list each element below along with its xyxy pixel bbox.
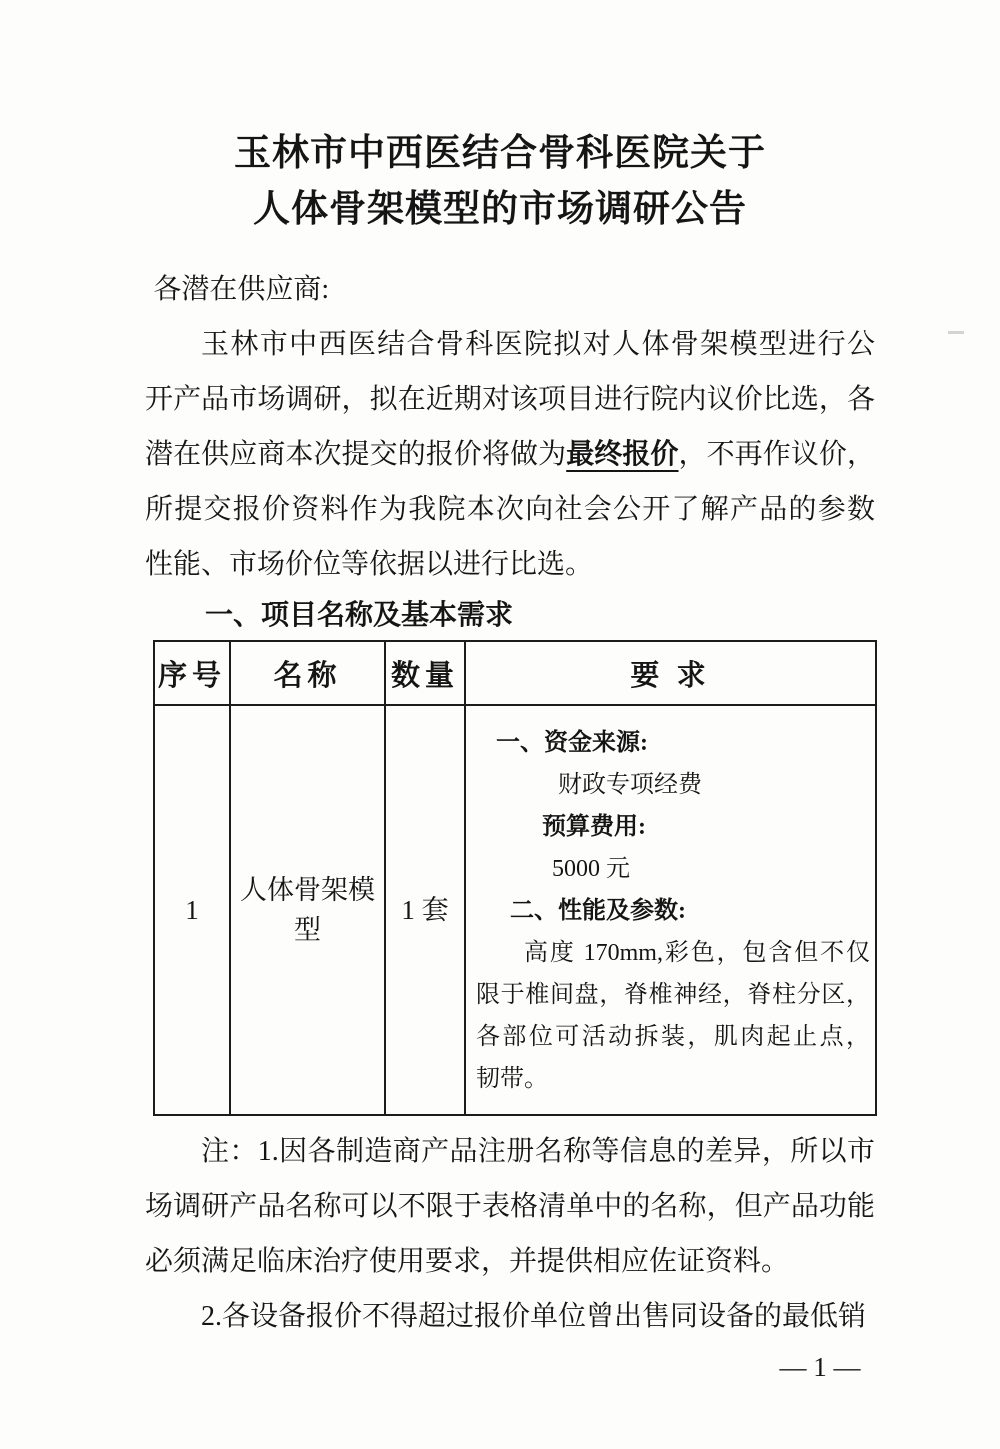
intro-line-4: 所提交报价资料作为我院本次向社会公开了解产品的参数 bbox=[145, 494, 875, 525]
intro-line-3-post: ，不再作议价， bbox=[678, 439, 875, 470]
document-body bbox=[145, 262, 875, 1344]
scan-artifact bbox=[948, 331, 964, 334]
req-spec-line-4: 韧带。 bbox=[476, 1066, 548, 1092]
col-header-seq: 序号 bbox=[154, 641, 230, 705]
col-header-name: 名称 bbox=[230, 641, 385, 705]
intro-line-1: 玉林市中西医结合骨科医院拟对人体骨架模型进行公 bbox=[201, 329, 875, 360]
page-number: — 1 — bbox=[779, 1352, 861, 1382]
req-spec-line-2: 限于椎间盘，脊椎神经，脊柱分区， bbox=[476, 982, 870, 1008]
col-header-req: 要 求 bbox=[465, 641, 876, 705]
cell-seq: 1 bbox=[154, 705, 230, 1115]
req-spec-line-3: 各部位可活动拆装，肌肉起止点， bbox=[476, 1024, 870, 1050]
intro-line-5: 性能、市场价位等依据以进行比选。 bbox=[145, 549, 594, 580]
intro-line-3 bbox=[145, 427, 875, 482]
notes-paragraph-2 bbox=[145, 1289, 875, 1344]
cell-requirements bbox=[465, 705, 876, 1115]
req-spec-line-1: 高度 170mm,彩色，包含但不仅 bbox=[524, 940, 870, 966]
section-heading: 一、项目名称及基本需求 bbox=[205, 600, 514, 631]
table-header-row bbox=[154, 641, 876, 705]
req-funding-label: 一、资金来源: bbox=[496, 730, 648, 756]
salutation: 各潜在供应商: bbox=[153, 274, 330, 305]
req-spec-label: 二、性能及参数: bbox=[510, 898, 686, 924]
notes-paragraph-1 bbox=[145, 1124, 875, 1289]
intro-line-2: 开产品市场调研，拟在近期对该项目进行院内议价比选，各 bbox=[145, 384, 875, 415]
doc-title bbox=[0, 126, 1000, 238]
req-budget-label: 预算费用: bbox=[542, 814, 646, 840]
note1-line-2: 场调研产品名称可以不限于表格清单中的名称，但产品功能 bbox=[145, 1191, 875, 1222]
req-funding-value: 财政专项经费 bbox=[558, 772, 702, 798]
title-line-1: 玉林市中西医结合骨科医院关于 bbox=[234, 133, 766, 174]
intro-paragraph bbox=[145, 317, 875, 592]
note1-line-1: 注：1.因各制造商产品注册名称等信息的差异，所以市 bbox=[201, 1136, 875, 1167]
title-line-2: 人体骨架模型的市场调研公告 bbox=[253, 189, 747, 230]
note1-line-3: 必须满足临床治疗使用要求，并提供相应佐证资料。 bbox=[145, 1246, 790, 1277]
requirements-table bbox=[153, 640, 877, 1116]
cell-name: 人体骨架模型 bbox=[230, 705, 385, 1115]
col-header-qty: 数量 bbox=[385, 641, 465, 705]
note2-line-1: 2.各设备报价不得超过报价单位曾出售同设备的最低销 bbox=[201, 1301, 867, 1332]
emphasis-final-quote: 最终报价 bbox=[566, 439, 679, 470]
req-budget-value: 5000 元 bbox=[552, 856, 630, 882]
intro-line-3-pre: 潜在供应商本次提交的报价将做为 bbox=[145, 439, 567, 470]
cell-qty: 1 套 bbox=[385, 705, 465, 1115]
table-row bbox=[154, 705, 876, 1115]
